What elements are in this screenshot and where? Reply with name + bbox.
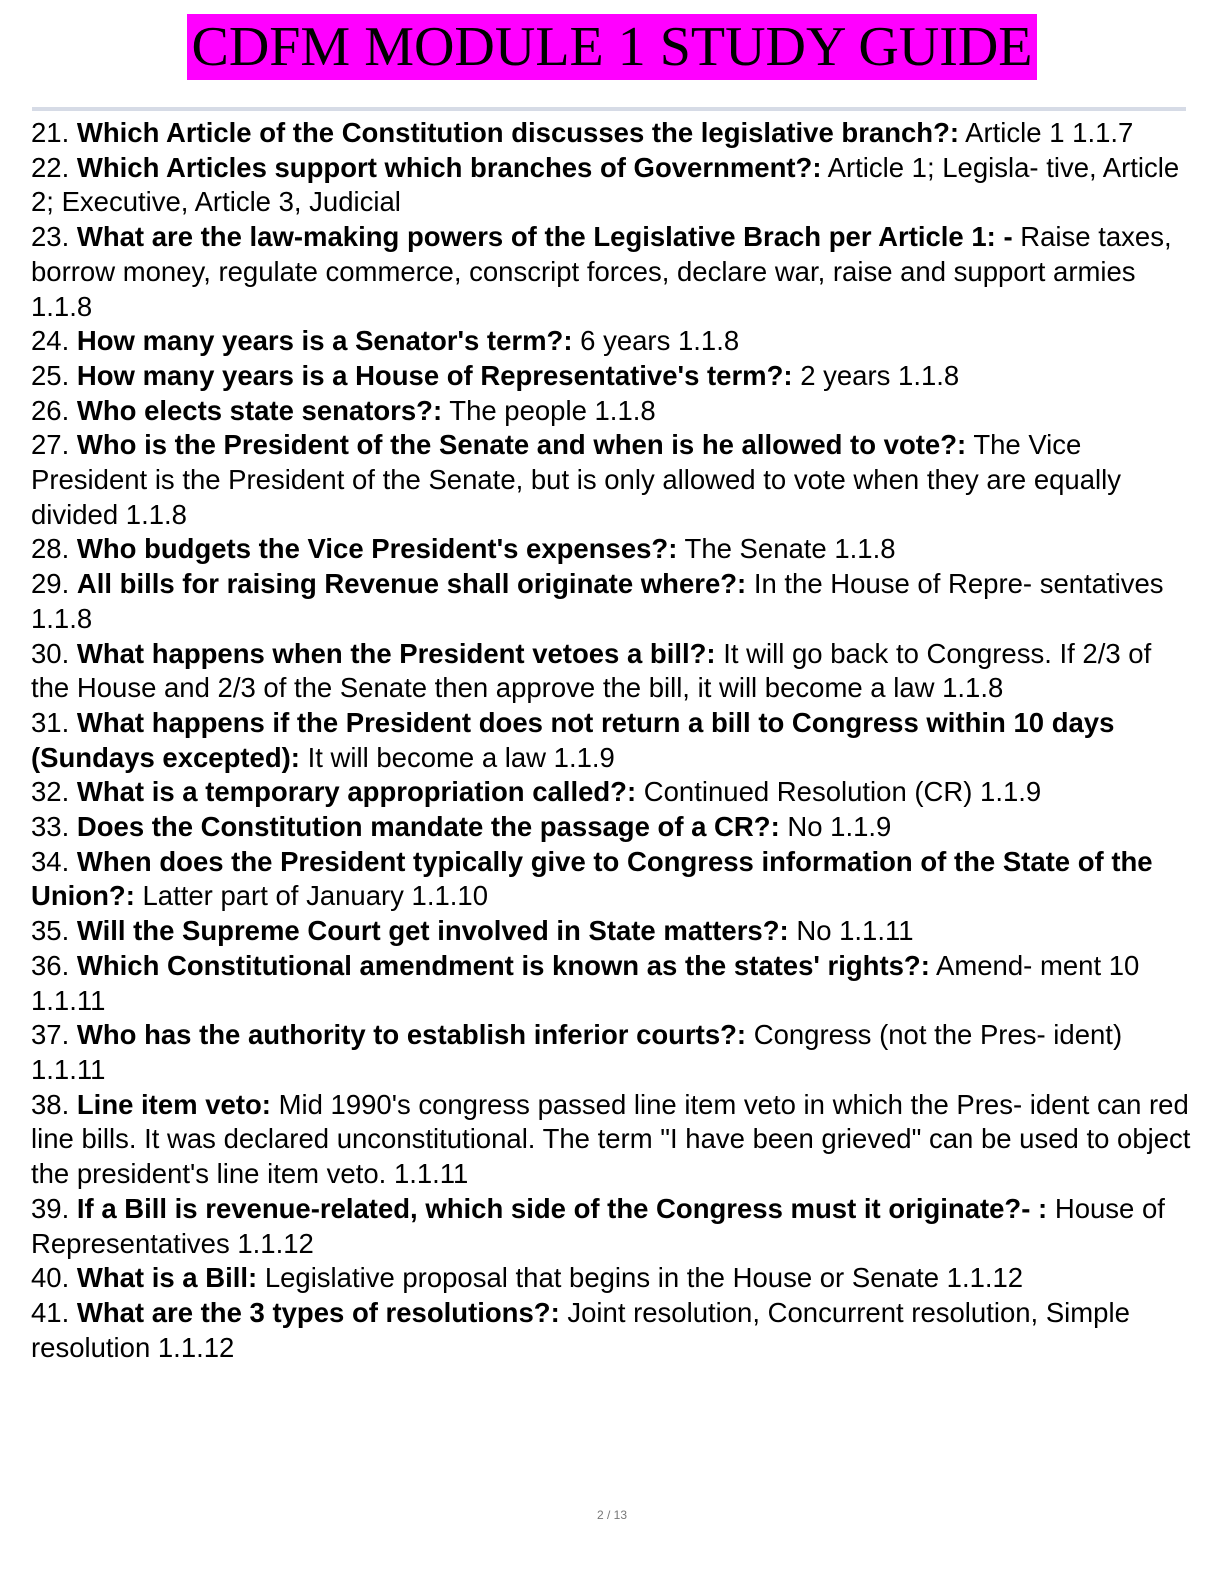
qa-item: [31, 810, 1196, 845]
question-text: Who budgets the Vice President's expenses?:: [76, 533, 678, 565]
qa-item: [31, 1192, 1196, 1261]
title-container: [0, 14, 1224, 80]
answer-text: The Senate 1.1.8: [684, 533, 896, 565]
answer-text: Legislative proposal that begins in the House or Senate 1.1.12: [264, 1262, 1024, 1294]
question-text: When does the President typically give to Congress information of the State of the Union?:: [31, 845, 1153, 912]
qa-item: [31, 637, 1196, 706]
question-text: Does the Constitution mandate the passage of a CR?:: [76, 811, 780, 843]
qa-item: [31, 845, 1196, 914]
question-text: Who elects state senators?:: [76, 394, 443, 426]
answer-text: Mid 1990's congress passed line item veto in which the Pres- ident can red line bills. It was declared unconstitutional. The term "I have been grieved" can be used to object the president's line item veto. 1.1.11: [31, 1088, 1191, 1190]
question-text: Which Constitutional amendment is known as the states' rights?:: [76, 949, 930, 981]
qa-item: [31, 1088, 1196, 1192]
qa-item: [31, 151, 1196, 220]
item-number: 35.: [31, 915, 70, 947]
qa-list: [31, 116, 1196, 1365]
answer-text: The people 1.1.8: [449, 394, 656, 426]
qa-item: [31, 706, 1196, 775]
question-text: Who has the authority to establish inferior courts?:: [76, 1019, 747, 1051]
item-number: 34.: [31, 845, 70, 877]
item-number: 33.: [31, 811, 70, 843]
qa-item: [31, 775, 1196, 810]
item-number: 41.: [31, 1296, 70, 1328]
qa-item: [31, 567, 1196, 636]
question-text: What are the 3 types of resolutions?:: [76, 1296, 560, 1328]
answer-text: The Vice President is the President of the Senate, but is only allowed to vote when they are equally divided 1.1.8: [31, 429, 1121, 530]
item-number: 36.: [31, 949, 70, 981]
answer-text: 2 years 1.1.8: [800, 359, 960, 391]
item-number: 31.: [31, 706, 70, 738]
qa-item: [31, 394, 1196, 429]
question-text: How many years is a House of Representative's term?:: [76, 359, 793, 391]
question-text: All bills for raising Revenue shall originate where?:: [76, 568, 747, 600]
question-text: What happens when the President vetoes a bill?:: [76, 637, 716, 669]
question-text: Which Article of the Constitution discusses the legislative branch?:: [76, 117, 960, 148]
qa-item: [31, 1296, 1196, 1365]
item-number: 32.: [31, 776, 70, 808]
answer-text: It will become a law 1.1.9: [307, 741, 615, 773]
question-text: Line item veto:: [76, 1088, 271, 1120]
question-text: What is a temporary appropriation called?:: [76, 776, 637, 808]
qa-item: [31, 1261, 1196, 1296]
item-number: 39.: [31, 1192, 70, 1224]
answer-text: Congress (not the Pres- ident) 1.1.11: [31, 1019, 1123, 1085]
item-number: 26.: [31, 394, 70, 426]
qa-item: [31, 116, 1196, 151]
question-text: Which Articles support which branches of Government?:: [76, 151, 822, 183]
question-text: Will the Supreme Court get involved in State matters?:: [76, 915, 789, 947]
answer-text: No 1.1.11: [796, 915, 914, 947]
answer-text: Article 1 1.1.7: [965, 117, 1134, 148]
qa-item: [31, 1018, 1196, 1087]
item-number: 25.: [31, 359, 70, 391]
item-number: 29.: [31, 568, 70, 600]
answer-text: 6 years 1.1.8: [580, 325, 740, 357]
question-text: Who is the President of the Senate and when is he allowed to vote?:: [76, 429, 967, 461]
item-number: 27.: [31, 429, 70, 461]
qa-item: [31, 324, 1196, 359]
item-number: 21.: [31, 117, 70, 148]
answer-text: House of Representatives 1.1.12: [31, 1192, 1165, 1259]
qa-item: [31, 428, 1196, 532]
answer-text: Article 1; Legisla- tive, Article 2; Executive, Article 3, Judicial: [31, 151, 1180, 218]
item-number: 37.: [31, 1019, 70, 1051]
answer-text: No 1.1.9: [787, 811, 892, 843]
item-number: 24.: [31, 325, 70, 357]
qa-item: [31, 914, 1196, 949]
item-number: 40.: [31, 1262, 70, 1294]
question-text: If a Bill is revenue-related, which side of the Congress must it originate?- :: [76, 1192, 1048, 1224]
answer-text: Joint resolution, Concurrent resolution, Simple resolution 1.1.12: [31, 1296, 1130, 1363]
qa-item: [31, 220, 1196, 324]
question-text: What happens if the President does not return a bill to Congress within 10 days (Sundays excepted):: [31, 706, 1115, 773]
answer-text: Continued Resolution (CR) 1.1.9: [643, 776, 1042, 808]
item-number: 28.: [31, 533, 70, 565]
question-text: What is a Bill:: [76, 1262, 258, 1294]
page-number: 2 / 13: [596, 1508, 628, 1522]
answer-text: Latter part of January 1.1.10: [142, 880, 488, 912]
page-title: CDFM MODULE 1 STUDY GUIDE: [187, 14, 1036, 80]
question-text: What are the law-making powers of the Legislative Brach per Article 1: -: [76, 221, 1013, 253]
qa-item: [31, 532, 1196, 567]
item-number: 22.: [31, 151, 70, 183]
item-number: 23.: [31, 221, 70, 253]
item-number: 30.: [31, 637, 70, 669]
question-text: How many years is a Senator's term?:: [76, 325, 573, 357]
answer-text: In the House of Repre- sentatives 1.1.8: [31, 568, 1164, 634]
answer-text: Amend- ment 10 1.1.11: [31, 949, 1140, 1016]
answer-text: It will go back to Congress. If 2/3 of the House and 2/3 of the Senate then approve the bill, it will become a law 1.1.8: [31, 637, 1152, 704]
divider: [32, 107, 1186, 111]
qa-item: [31, 359, 1196, 394]
answer-text: Raise taxes, borrow money, regulate commerce, conscript forces, declare war, raise and support armies 1.1.8: [31, 221, 1172, 322]
item-number: 38.: [31, 1088, 70, 1120]
qa-item: [31, 949, 1196, 1018]
